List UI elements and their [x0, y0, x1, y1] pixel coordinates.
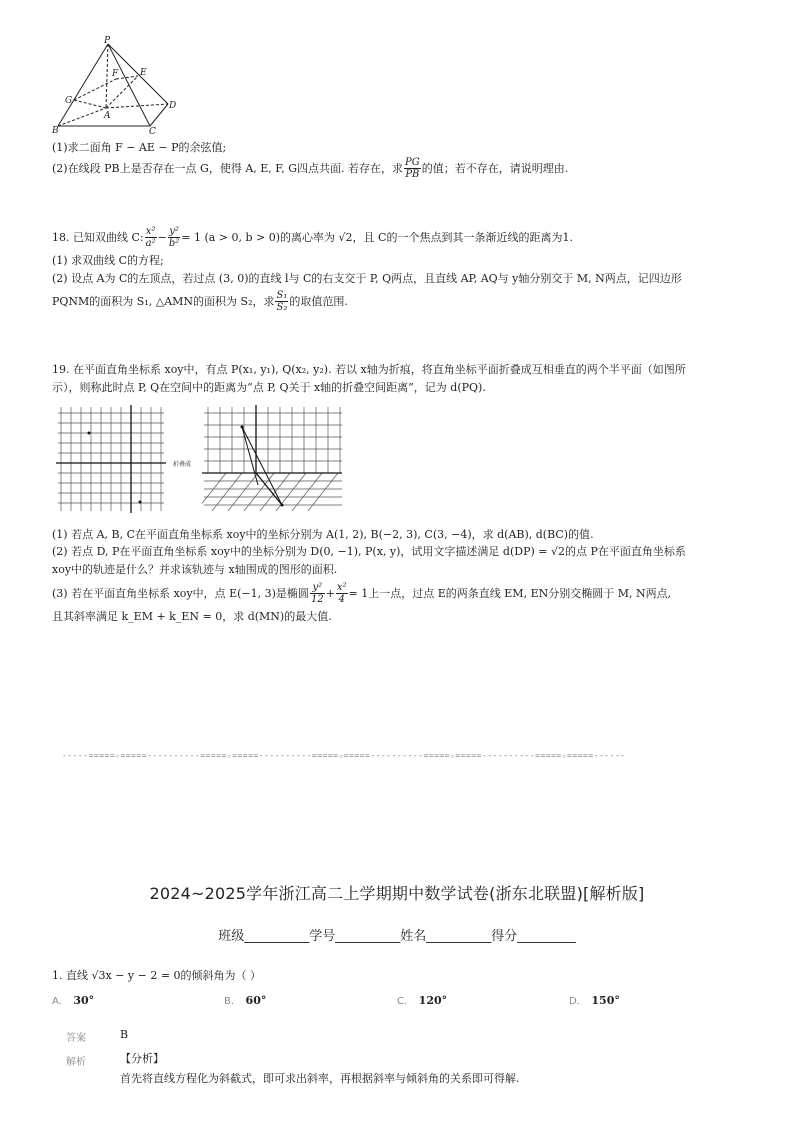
- q18-frac-x: [145, 226, 157, 249]
- student-info-line: 班级__________学号__________姓名__________得分_________: [218, 929, 576, 944]
- q18-stem: [52, 226, 573, 249]
- analysis-label: 解析: [66, 1057, 86, 1068]
- q19-part1: (1) 若点 A, B, C在平面直角坐标系 xoy中的坐标分别为 A(1, 2), B(−2, 3), C(3, −4)，求 d(AB), d(BC)的值.: [52, 528, 594, 541]
- pyramid-figure: [50, 36, 185, 136]
- label-p: P: [104, 36, 111, 46]
- label-d: D: [169, 101, 177, 111]
- label-a: A: [104, 111, 111, 121]
- q19-frac-x: [336, 582, 348, 605]
- option-d: [569, 994, 620, 1007]
- q18-stem-pre: 18. 已知双曲线 C:: [52, 230, 144, 244]
- answer-label: 答案: [66, 1033, 86, 1044]
- q17-frac-num: PG: [405, 157, 420, 168]
- q18-part2-line2: [52, 290, 348, 313]
- q19-stem-line1: 19. 在平面直角坐标系 xoy中，有点 P(x₁, y₁), Q(x₂, y₂). 若以 x轴为折痕，将直角坐标平面折叠成互相垂直的两个半平面（如图所: [52, 363, 686, 376]
- q19-frac-x-num: x²: [336, 582, 347, 593]
- option-a-label: A.: [52, 996, 62, 1007]
- q18-frac-x-den: a²: [145, 238, 156, 249]
- q19-part2-line2: xoy中的轨迹是什么？并求该轨迹与 x轴围成的图形的面积.: [52, 563, 338, 576]
- label-b: B: [52, 126, 59, 136]
- q18-frac-y: [168, 226, 180, 249]
- option-d-value: 150°: [591, 994, 620, 1007]
- q17-part2-fraction: [404, 157, 421, 180]
- option-d-label: D.: [569, 996, 580, 1007]
- section-divider: -----=====☆=====----------=====☆=====----------=====☆=====----------=====☆=====----------=====☆=====------: [62, 751, 626, 760]
- q17-part2-pre: (2)在线段 PB上是否存在一点 G，使得 A, E, F, G四点共面. 若存在，求: [52, 161, 403, 175]
- option-c: [397, 994, 447, 1007]
- option-b-label: B.: [224, 996, 235, 1007]
- q18-frac-y-den: b²: [168, 238, 180, 249]
- doc-title: 2024~2025学年浙江高二上学期期中数学试卷(浙东北联盟)[解析版]: [149, 884, 645, 903]
- option-a-value: 30°: [73, 994, 95, 1007]
- q19-frac-y-num: y²: [310, 582, 325, 594]
- q17-part1: (1)求二面角 F − AE − P的余弦值;: [52, 141, 227, 154]
- q17-part2-post: 的值；若不存在，请说明理由.: [421, 161, 569, 175]
- q1-stem: 1. 直线 √3x − y − 2 = 0的倾斜角为（ ）: [52, 969, 262, 982]
- q19-frac-y-den: 12: [310, 594, 324, 605]
- q19-frac-y: [310, 582, 325, 605]
- q18-stem-post: = 1 (a > 0, b > 0)的离心率为 √2，且 C的一个焦点到其一条渐近线的距离为1.: [181, 230, 573, 244]
- analysis-text: 首先将直线方程化为斜截式，即可求出斜率，再根据斜率与倾斜角的关系即可得解.: [120, 1072, 520, 1085]
- grid-figure-folded: [202, 405, 346, 513]
- q18-part2-line2-pre: PQNM的面积为 S₁, △AMN的面积为 S₂，求: [52, 294, 275, 308]
- q19-stem-line2: 示），则称此时点 P, Q在空间中的距离为“点 P, Q关于 x轴的折叠空间距离”，记为 d(PQ).: [52, 381, 486, 394]
- grid-figure-flat: [56, 405, 166, 513]
- q19-plus: +: [325, 586, 335, 600]
- q17-part2: [52, 157, 568, 180]
- q19-frac-x-den: 4: [338, 594, 345, 605]
- q19-part3-post: = 1上一点，过点 E的两条直线 EM, EN分别交椭圆于 M, N两点,: [348, 586, 672, 600]
- q17-frac-den: PB: [405, 169, 420, 180]
- q18-frac-s-num: S₁: [276, 290, 288, 301]
- analysis-tag: 【分析】: [120, 1052, 164, 1065]
- q18-frac-y-num: y²: [169, 226, 179, 237]
- q18-frac-s-den: S₂: [276, 302, 288, 313]
- label-g: G: [65, 96, 73, 106]
- label-f: F: [112, 69, 119, 79]
- q18-part2-line1: (2) 设点 A为 C的左顶点，若过点 (3, 0)的直线 l与 C的右支交于 P, Q两点，且直线 AP, AQ与 y轴分别交于 M, N两点，记四边形: [52, 272, 682, 285]
- option-c-label: C.: [397, 996, 408, 1007]
- option-b-value: 60°: [245, 994, 267, 1007]
- option-c-value: 120°: [418, 994, 448, 1007]
- option-a: [52, 994, 94, 1007]
- q19-part3: [52, 582, 671, 605]
- q19-part3-line2: 且其斜率满足 k_EM + k_EN = 0，求 d(MN)的最大值.: [52, 610, 332, 623]
- label-e: E: [140, 68, 147, 78]
- q18-frac-x-num: x²: [145, 226, 156, 237]
- q19-part2-line1: (2) 若点 D, P在平面直角坐标系 xoy中的坐标分别为 D(0, −1), P(x, y)，试用文字描述满足 d(DP) = √2的点 P在平面直角坐标系: [52, 545, 686, 558]
- q18-part2-line2-post: 的取值范围.: [289, 294, 348, 308]
- q19-part3-pre: (3) 若在平面直角坐标系 xoy中，点 E(−1, 3)是椭圆: [52, 586, 309, 600]
- q18-part1: (1) 求双曲线 C的方程;: [52, 254, 164, 267]
- q18-frac-s: [275, 290, 288, 313]
- option-b: [224, 994, 266, 1007]
- answer-value: B: [120, 1028, 129, 1041]
- q18-minus: −: [157, 230, 167, 244]
- fold-label: 折叠成: [173, 461, 192, 468]
- label-c: C: [149, 127, 156, 136]
